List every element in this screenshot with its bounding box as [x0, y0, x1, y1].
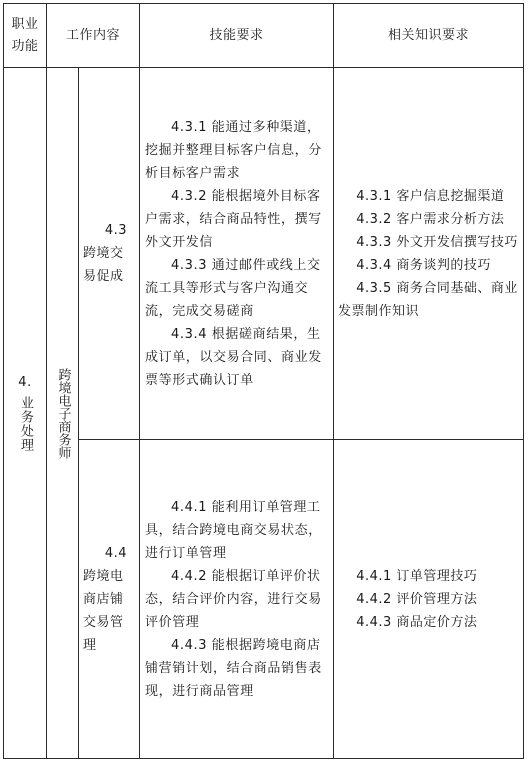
- knowledge-4-3: [338, 68, 520, 439]
- knowledge-item: 4.4.1 订单管理技巧: [356, 568, 478, 584]
- skill-item: 4.4.2 能根据订单评价状态，结合评价内容，进行交易评价管理: [145, 568, 322, 630]
- skills-4-3: [145, 68, 329, 439]
- skill-item: 4.3.4 根据磋商结果，生成订单，以交易合同、商业发票等形式确认订单: [145, 326, 322, 388]
- knowledge-item: 4.4.2 评价管理方法: [356, 591, 478, 607]
- header-skill-req-label: 技能要求: [209, 28, 264, 43]
- table-border-right: [523, 3, 524, 759]
- function-name: 业务处理: [18, 396, 33, 452]
- header-knowledge-req-label: 相关知识要求: [387, 28, 469, 43]
- skills-table: [3, 3, 524, 759]
- function-cell: [4, 68, 46, 758]
- header-work-content: [47, 4, 139, 67]
- skill-item: 4.4.3 能根据跨境电商店铺营销计划，结合商品销售表现，进行商品管理: [145, 637, 322, 699]
- occupation-cell: [47, 68, 78, 758]
- work-name: 跨境电商店铺交易管理: [83, 568, 124, 653]
- occupation-name: 跨境电子商务师: [55, 367, 71, 459]
- work-number: 4.4: [104, 545, 127, 561]
- header-skill-req: [140, 4, 333, 67]
- header-knowledge-req: [334, 4, 523, 67]
- skill-item: 4.3.2 能根据境外目标客户需求，结合商品特性，撰写外文开发信: [145, 188, 322, 250]
- header-role-line2: 功能: [11, 38, 39, 54]
- knowledge-item: 4.4.3 商品定价方法: [356, 614, 478, 630]
- work-number: 4.3: [104, 223, 127, 238]
- skill-item: 4.4.1 能利用订单管理工具，结合跨境电商交易状态，进行订单管理: [145, 499, 322, 561]
- knowledge-item: 4.3.2 客户需求分析方法: [356, 211, 505, 227]
- header-role-line1: 职业: [11, 16, 39, 32]
- work-name: 跨境交易促成: [83, 246, 124, 284]
- knowledge-item: 4.3.5 商务合同基础、商业发票制作知识: [338, 280, 518, 319]
- work-content-4-4: [83, 440, 137, 758]
- knowledge-4-4: [338, 440, 520, 758]
- knowledge-item: 4.3.1 客户信息挖掘渠道: [356, 188, 505, 204]
- knowledge-item: 4.3.3 外文开发信撰写技巧: [356, 234, 518, 250]
- col-divider-2: [78, 67, 79, 759]
- col-divider-3: [139, 3, 140, 759]
- header-work-content-label: 工作内容: [65, 28, 120, 43]
- header-role: [4, 4, 46, 67]
- work-content-4-3: [83, 68, 137, 439]
- skill-item: 4.3.1 能通过多种渠道，挖掘并整理目标客户信息，分析目标客户需求: [145, 119, 322, 181]
- knowledge-item: 4.3.4 商务谈判的技巧: [356, 257, 491, 273]
- skills-4-4: [145, 440, 329, 758]
- col-divider-4: [333, 3, 334, 759]
- skill-item: 4.3.3 通过邮件或线上交流工具等形式与客户沟通交流，完成交易磋商: [145, 257, 321, 319]
- table-border-bottom: [3, 758, 524, 759]
- function-number: 4.: [18, 375, 32, 390]
